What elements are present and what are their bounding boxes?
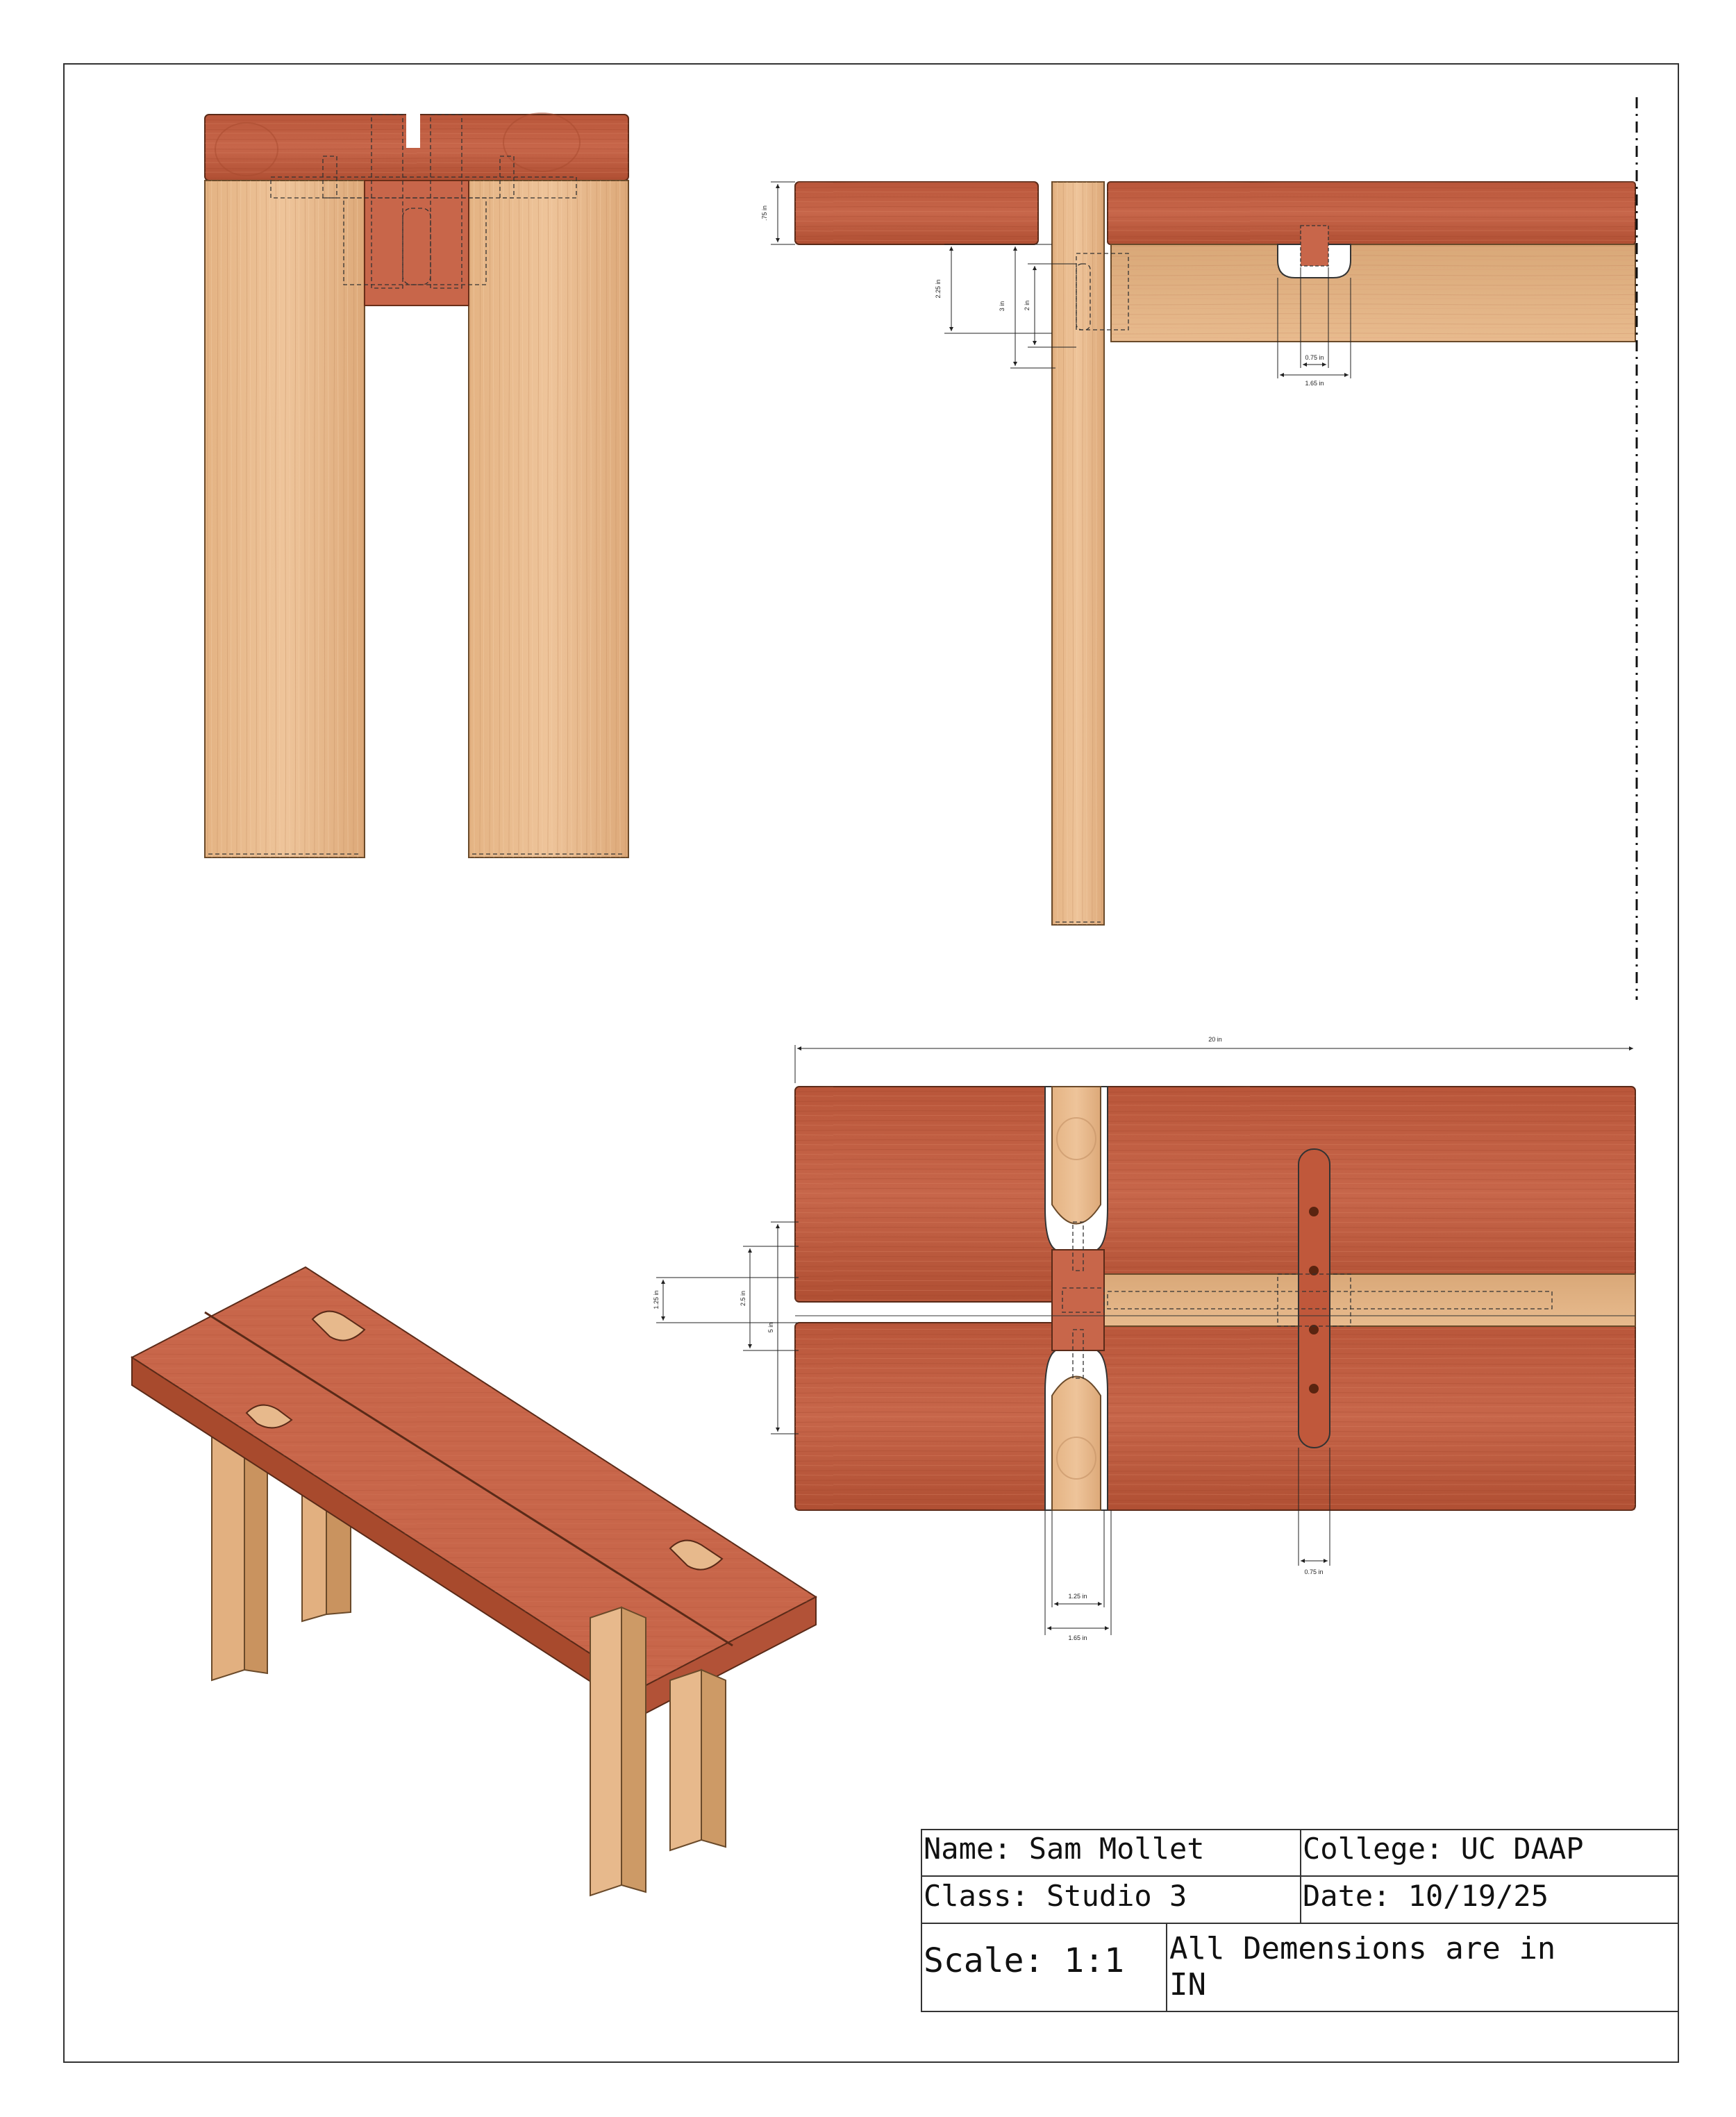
dim-stretcher-width: 0.75 in <box>1304 1568 1324 1575</box>
side-view <box>761 97 1637 1000</box>
dim-slot-span: 2.5 in <box>740 1290 746 1307</box>
class-field: Class: Studio 3 <box>924 1879 1187 1913</box>
cross-bar <box>1299 1149 1330 1448</box>
dim-gap: 1.25 in <box>653 1290 660 1309</box>
dim-notch-outer: 1.65 in <box>1305 380 1324 387</box>
dim-tongue-span: 5 in <box>767 1322 774 1333</box>
leg-end-lower <box>1052 1377 1101 1511</box>
dim-slot-width: 1.65 in <box>1068 1634 1087 1641</box>
dim-tenon-depth: 3 in <box>999 301 1005 312</box>
units-note-line2: IN <box>1169 1967 1206 2002</box>
dim-notch-depth: 2 in <box>1024 300 1030 311</box>
name-field: Name: Sam Mollet <box>924 1832 1205 1866</box>
front-stretcher-end <box>365 181 469 306</box>
dim-apron-offset: 2.25 in <box>935 279 942 299</box>
units-note-line1: All Demensions are in <box>1169 1931 1556 1966</box>
front-view <box>205 113 628 857</box>
top-view <box>653 1036 1635 1641</box>
dim-half-length: 20 in <box>1208 1036 1222 1043</box>
leg-end-upper <box>1052 1087 1101 1224</box>
dim-leg-width: 1.25 in <box>1068 1593 1087 1600</box>
date-field: Date: 10/19/25 <box>1303 1879 1549 1913</box>
scale-field: Scale: 1:1 <box>924 1941 1124 1980</box>
top-stretcher <box>1104 1274 1635 1326</box>
center-block <box>1052 1250 1104 1350</box>
dim-top-thickness: .75 in <box>761 205 768 221</box>
isometric-view <box>132 1267 816 1896</box>
college-field: College: UC DAAP <box>1303 1832 1584 1866</box>
dim-notch-inner: 0.75 in <box>1305 354 1324 361</box>
